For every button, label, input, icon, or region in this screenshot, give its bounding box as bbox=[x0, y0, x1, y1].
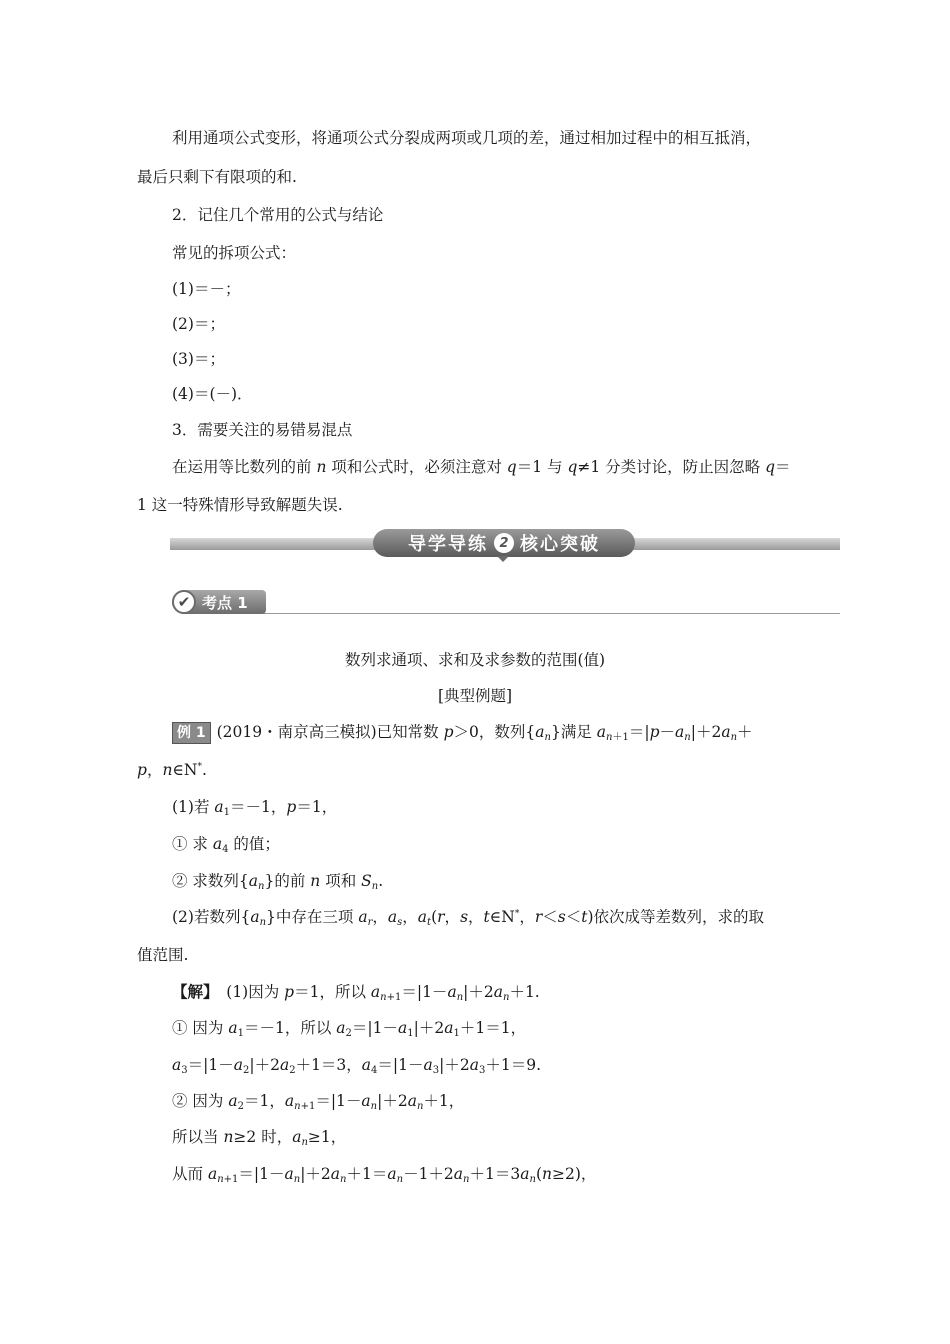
solution-label: 【解】 bbox=[172, 982, 211, 1001]
check-icon: ✔ bbox=[172, 590, 196, 614]
formula-2: (2)＝； bbox=[172, 315, 225, 333]
solution-line-1: 【解】 (1)因为 p＝1，所以 $a_{n+1}=|1-a_n|+2a_n+1$. bbox=[172, 982, 540, 1003]
example-line-2: p，n∈N*. bbox=[137, 761, 207, 779]
banner-notch bbox=[497, 556, 509, 562]
section-subtitle: [典型例题] bbox=[437, 687, 513, 705]
question-2-line-1: (2)若数列$\{a_n\}$中存在三项 $a_r$，$a_s$，$a_t(r$，s，t∈N*，r＜s＜t)依次成等差数列，求的取 bbox=[172, 908, 765, 928]
banner-pill bbox=[373, 529, 635, 557]
formula-3: (3)＝； bbox=[172, 350, 225, 368]
kaodian-tag bbox=[172, 590, 266, 614]
formula-1: (1)＝－； bbox=[172, 280, 241, 298]
solution-line-4: ② 因为 $a_2=1$，$a_{n+1}=|1-a_n|+2a_n+1$， bbox=[172, 1092, 465, 1112]
question-1-line-1: (1)若 $a_1=-1$，p＝1， bbox=[172, 798, 338, 818]
intro-line-2: 最后只剩下有限项的和. bbox=[137, 168, 297, 186]
example-line-1: 例 1 (2019・南京高三模拟)已知常数 p＞0，数列$\{a_n\}$满足 $a_{n+1}=|p-a_n|+2a_n+$ bbox=[172, 722, 753, 744]
example-tag: 例 1 bbox=[172, 722, 211, 744]
section-banner bbox=[170, 527, 840, 563]
solution-line-5: 所以当 n≥2 时，$a_n\ge 1$， bbox=[172, 1128, 347, 1148]
formula-4: (4)＝(－)． bbox=[172, 385, 253, 403]
example-source: (2019・南京高三模拟)已知常数 bbox=[216, 723, 444, 741]
point2-heading: 2．记住几个常用的公式与结论 bbox=[172, 206, 384, 224]
question-1-line-3: ② 求数列$\{a_n\}$的前 n 项和 $S_n$. bbox=[172, 872, 384, 892]
banner-right-text: 核心突破 bbox=[520, 534, 600, 555]
question-2-line-2: 值范围. bbox=[137, 946, 189, 964]
intro-line-1: 利用通项公式变形，将通项公式分裂成两项或几项的差，通过相加过程中的相互抵消， bbox=[172, 129, 762, 147]
solution-line-2: ① 因为 $a_1=-1$，所以 $a_2=|1-a_1|+2a_1+1=1$， bbox=[172, 1019, 527, 1039]
banner-number-icon: 2 bbox=[494, 533, 514, 553]
kaodian-label: 考点 1 bbox=[202, 593, 248, 612]
solution-line-6: 从而 $a_{n+1}=|1-a_n|+2a_n+1=a_n-1+2a_n+1=3a_n(n\ge 2)$， bbox=[172, 1165, 597, 1185]
kaodian-header bbox=[170, 588, 840, 618]
point3-line-1: 在运用等比数列的前 n 项和公式时，必须注意对 q＝1 与 q≠1 分类讨论，防止因忽略 q＝ bbox=[172, 458, 791, 476]
point3-line-2: 1 这一特殊情形导致解题失误. bbox=[137, 496, 343, 514]
section-title: 数列求通项、求和及求参数的范围(值) bbox=[344, 651, 606, 669]
question-1-line-2: ① 求 $a_4$ 的值； bbox=[172, 835, 280, 855]
point2-subheading: 常见的拆项公式： bbox=[172, 244, 297, 262]
point3-heading: 3．需要关注的易错易混点 bbox=[172, 421, 353, 439]
solution-line-3: $a_3=|1-a_2|+2a_2+1=3$，$a_4=|1-a_3|+2a_3+1=9$. bbox=[172, 1056, 542, 1076]
kaodian-rule bbox=[260, 613, 840, 614]
banner-left-text: 导学导练 bbox=[408, 534, 488, 555]
